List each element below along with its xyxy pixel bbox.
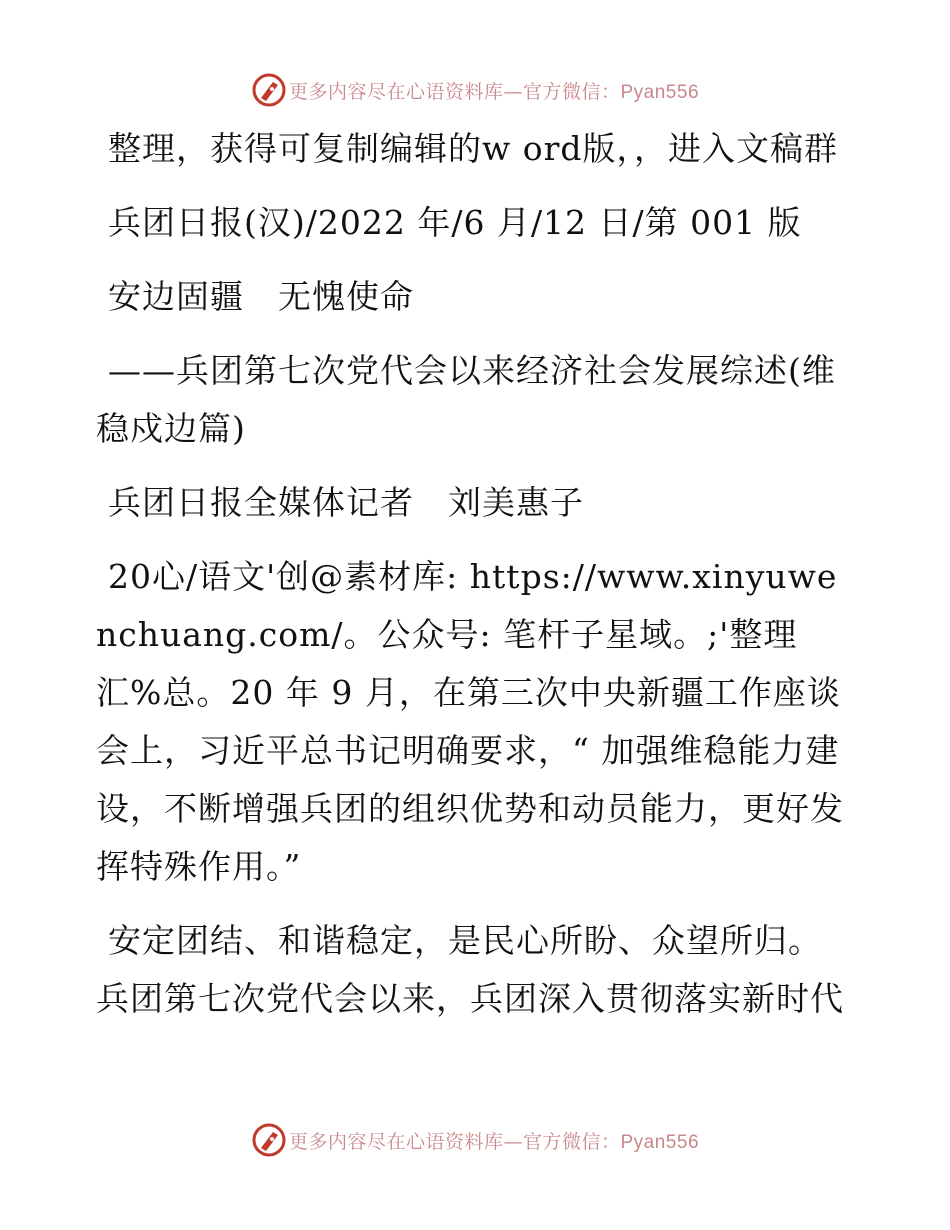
intro-line: 整理，获得可复制编辑的w ord版，，进入文稿群 <box>108 129 839 168</box>
header-banner <box>0 70 950 110</box>
footer-banner <box>0 1120 950 1160</box>
document-body <box>96 120 850 1044</box>
header-banner-text: 更多内容尽在心语资料库—官方微信：Pyan556 <box>288 80 700 103</box>
source-line: 兵团日报(汉)/2022 年/6 月/12 日/第 001 版 <box>108 203 802 242</box>
article-title: 安边固疆 无愧使命 <box>108 277 414 316</box>
footer-banner-text: 更多内容尽在心语资料库—官方微信：Pyan556 <box>288 1130 700 1153</box>
author-line: 兵团日报全媒体记者 刘美惠子 <box>108 483 584 522</box>
pen-nib-logo-icon <box>251 1122 287 1158</box>
body-paragraph: 20心/语文'创@素材库: https://www.xinyuwenchuang.com/。公众号: 笔杆子星域。;'整理汇%总。20 年 9 月，在第三次中央新疆工作座谈会上，习近平总书记明确要求，“ 加强维稳能力建设，不断增强兵团的组织优势和动员能力，更好发挥特殊作用。” <box>96 557 844 886</box>
pen-nib-logo-icon <box>251 72 287 108</box>
body-paragraph: 安定团结、和谐稳定，是民心所盼、众望所归。兵团第七次党代会以来，兵团深入贯彻落实新时代 <box>96 921 844 1018</box>
article-subtitle: ——兵团第七次党代会以来经济社会发展综述(维稳戍边篇) <box>96 351 836 448</box>
